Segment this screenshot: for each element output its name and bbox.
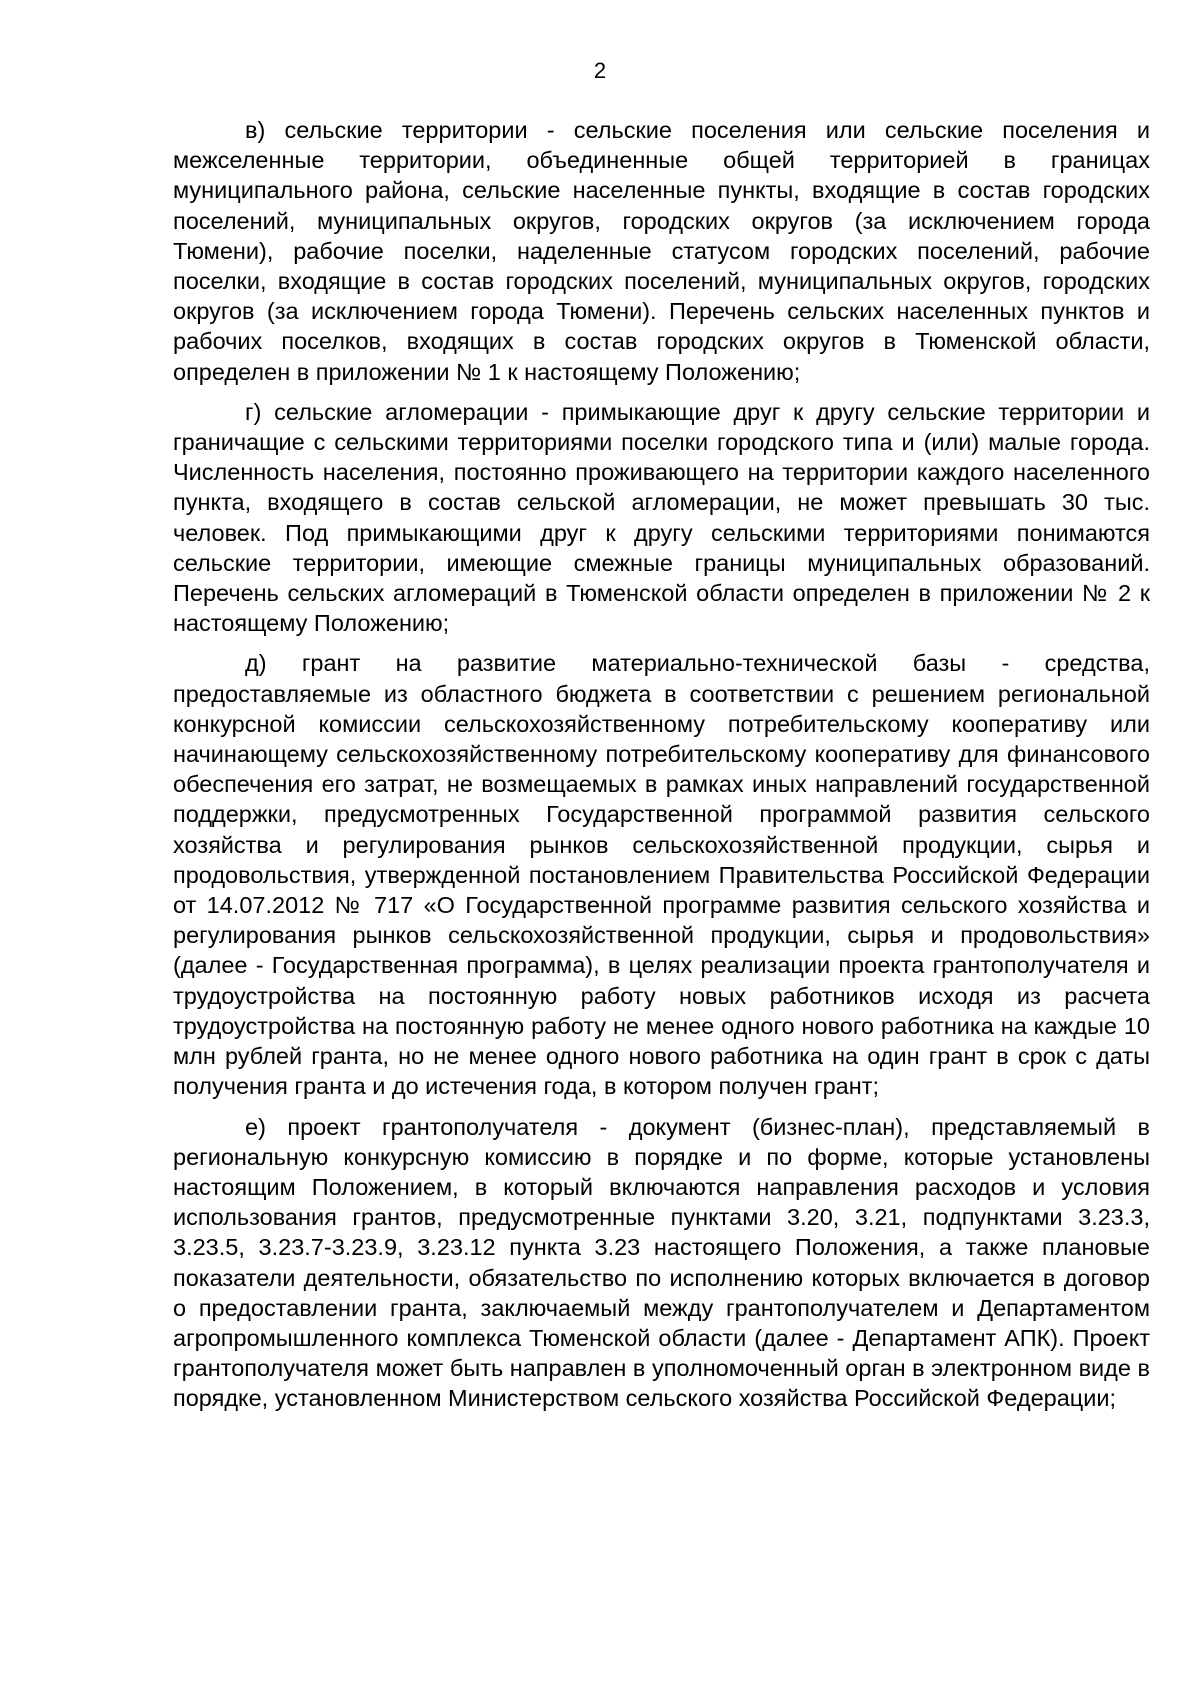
paragraph-e-grantee-project: е) проект грантополучателя - документ (бизнес-план), представляемый в региональную конкурсную комиссию в порядке и по форме, которые установлены настоящим Положением, в который включаются направления расходов и условия использования грантов, предусмотренные пунктами 3.20, 3.21, подпунктами 3.23.3, 3.23.5, 3.23.7-3.23.9, 3.23.12 пункта 3.23 настоящего Положения, а также плановые показатели деятельности, обязательство по исполнению которых включается в договор о предоставлении гранта, заключаемый между грантополучателем и Департаментом агропромышленного комплекса Тюменской области (далее - Департамент АПК). Проект грантополучателя может быть направлен в уполномоченный орган в электронном виде в порядке, установленном Министерством сельского хозяйства Российской Федерации;: [173, 1113, 1150, 1412]
paragraph-d-material-base-grant: д) грант на развитие материально-технической базы - средства, предоставляемые из областного бюджета в соответствии с решением региональной конкурсной комиссии сельскохозяйственному потребительскому кооперативу или начинающему сельскохозяйственному потребительскому кооперативу для финансового обеспечения его затрат, не возмещаемых в рамках иных направлений государственной поддержки, предусмотренных Государственной программой развития сельского хозяйства и регулирования рынков сельскохозяйственной продукции, сырья и продовольствия, утвержденной постановлением Правительства Российской Федерации от 14.07.2012 № 717 «О Государственной программе развития сельского хозяйства и регулирования рынков сельскохозяйственной продукции, сырья и продовольствия» (далее - Государственная программа), в целях реализации проекта грантополучателя и трудоустройства на постоянную работу новых работников исходя из расчета трудоустройства на постоянную работу не менее одного нового работника на каждые 10 млн рублей гранта, но не менее одного нового работника на один грант в срок с даты получения гранта и до истечения года, в котором получен грант;: [173, 650, 1150, 1100]
document-body: [173, 115, 1150, 1424]
paragraph-g-rural-agglomerations: г) сельские агломерации - примыкающие друг к другу сельские территории и граничащие с сельскими территориями поселки городского типа и (или) малые города. Численность населения, постоянно проживающего на территории каждого населенного пункта, входящего в состав сельской агломерации, не может превышать 30 тыс. человек. Под примыкающими друг к другу сельскими территориями понимаются сельские территории, имеющие смежные границы муниципальных образований. Перечень сельских агломераций в Тюменской области определен в приложении № 2 к настоящему Положению;: [173, 398, 1150, 637]
page-number: 2: [593, 58, 607, 83]
paragraph-v-rural-territories: в) сельские территории - сельские поселения или сельские поселения и межселенные территории, объединенные общей территорией в границах муниципального района, сельские населенные пункты, входящие в состав городских поселений, муниципальных округов, городских округов (за исключением города Тюмени), рабочие поселки, наделенные статусом городских поселений, рабочие поселки, входящие в состав городских поселений, муниципальных округов, городских округов (за исключением города Тюмени). Перечень сельских населенных пунктов и рабочих поселков, входящих в состав городских округов в Тюменской области, определен в приложении № 1 к настоящему Положению;: [173, 117, 1150, 385]
